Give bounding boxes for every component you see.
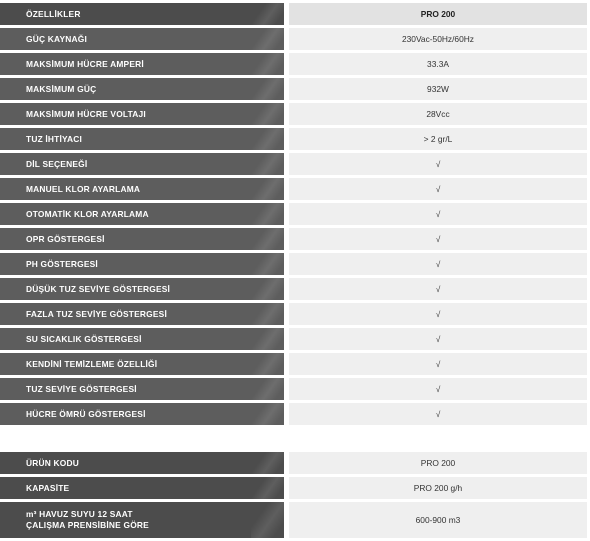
table-row <box>0 103 590 125</box>
table-row <box>0 153 590 175</box>
row-label: OPR GÖSTERGESİ <box>26 233 105 244</box>
spec-table <box>0 3 590 425</box>
row-value: √ <box>289 303 587 325</box>
table-row <box>0 502 590 538</box>
table-row <box>0 128 590 150</box>
row-value: √ <box>289 228 587 250</box>
table-row <box>0 278 590 300</box>
row-label: KAPASİTE <box>26 482 70 493</box>
row-label: HÜCRE ÖMRÜ GÖSTERGESİ <box>26 408 146 419</box>
row-value: PRO 200 <box>289 452 587 474</box>
row-label: MAKSİMUM HÜCRE AMPERİ <box>26 58 144 69</box>
row-value: √ <box>289 253 587 275</box>
row-label: SU SICAKLIK GÖSTERGESİ <box>26 333 142 344</box>
row-label: MAKSİMUM GÜÇ <box>26 83 97 94</box>
row-value: 600-900 m3 <box>289 502 587 538</box>
header-label-cell <box>0 3 284 25</box>
row-value: > 2 gr/L <box>289 128 587 150</box>
row-value: √ <box>289 328 587 350</box>
row-label: DÜŞÜK TUZ SEVİYE GÖSTERGESİ <box>26 283 171 294</box>
table-row <box>0 328 590 350</box>
table-row <box>0 403 590 425</box>
table-row <box>0 78 590 100</box>
row-label: KENDİNİ TEMİZLEME ÖZELLİĞİ <box>26 358 158 369</box>
row-value: √ <box>289 178 587 200</box>
table-row <box>0 303 590 325</box>
row-label: FAZLA TUZ SEVİYE GÖSTERGESİ <box>26 308 167 319</box>
spec-table-header <box>0 3 590 25</box>
row-label: TUZ SEVİYE GÖSTERGESİ <box>26 383 137 394</box>
row-label: ÜRÜN KODU <box>26 457 79 468</box>
product-table <box>0 452 590 538</box>
row-value: √ <box>289 153 587 175</box>
header-model: PRO 200 <box>289 3 587 25</box>
header-label: ÖZELLİKLER <box>26 8 81 19</box>
row-label: TUZ İHTİYACI <box>26 133 83 144</box>
table-row <box>0 228 590 250</box>
row-label: DİL SEÇENEĞİ <box>26 158 88 169</box>
row-label: MAKSİMUM HÜCRE VOLTAJI <box>26 108 146 119</box>
table-row <box>0 353 590 375</box>
row-value: PRO 200 g/h <box>289 477 587 499</box>
row-label: m³ HAVUZ SUYU 12 SAAT ÇALIŞMA PRENSİBİNE GÖRE <box>26 509 149 530</box>
row-value: 33.3A <box>289 53 587 75</box>
table-row <box>0 28 590 50</box>
table-row <box>0 477 590 499</box>
row-label: MANUEL KLOR AYARLAMA <box>26 183 141 194</box>
row-value: √ <box>289 403 587 425</box>
row-label: OTOMATİK KLOR AYARLAMA <box>26 208 149 219</box>
table-row <box>0 452 590 474</box>
row-value: √ <box>289 353 587 375</box>
row-value: √ <box>289 378 587 400</box>
row-value: √ <box>289 278 587 300</box>
table-row <box>0 253 590 275</box>
table-row <box>0 203 590 225</box>
row-value: 28Vcc <box>289 103 587 125</box>
row-value: √ <box>289 203 587 225</box>
table-row <box>0 53 590 75</box>
table-row <box>0 378 590 400</box>
row-label: GÜÇ KAYNAĞI <box>26 33 87 44</box>
table-row <box>0 178 590 200</box>
row-value: 932W <box>289 78 587 100</box>
row-value: 230Vac-50Hz/60Hz <box>289 28 587 50</box>
row-label: PH GÖSTERGESİ <box>26 258 98 269</box>
